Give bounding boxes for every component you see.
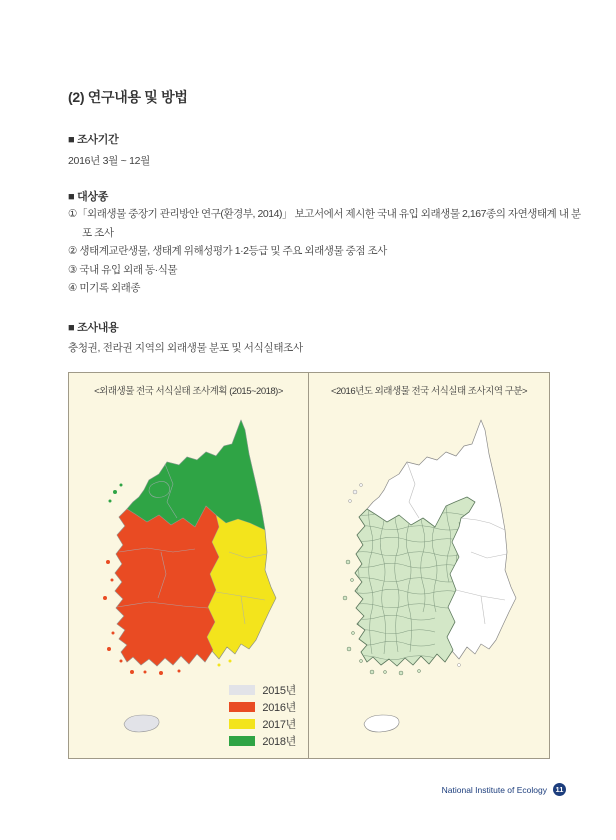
legend-row xyxy=(229,715,296,732)
list-item: ①「외래생물 중장기 관리방안 연구(환경부, 2014)」 보고서에서 제시한 국내 유입 외래생물 2,167종의 자연생태계 내 분포 조사 xyxy=(68,208,581,239)
map-region-west-2016 xyxy=(115,506,219,666)
section-heading-survey-period: ■ 조사기간 xyxy=(68,134,119,146)
jeju-island-2015 xyxy=(124,715,159,732)
page-number-badge: 11 xyxy=(553,783,566,796)
list-item: ② 생태계교란생물, 생태계 위해성평가 1·2등급 및 주요 외래생물 중점 조사 xyxy=(68,245,387,257)
page-footer xyxy=(442,783,566,796)
footer-org-name: National Institute of Ecology xyxy=(441,784,547,795)
legend-row xyxy=(229,732,296,749)
legend-row xyxy=(229,698,296,715)
survey-content-text: 충청권, 전라권 지역의 외래생물 분포 및 서식실태조사 xyxy=(68,342,303,354)
list-item: ④ 미기록 외래종 xyxy=(68,282,141,294)
legend-label: 2017년 xyxy=(262,718,296,731)
legend-label: 2018년 xyxy=(262,735,296,748)
survey-period-text: 2016년 3월 ~ 12월 xyxy=(68,155,150,167)
legend-label: 2016년 xyxy=(262,701,296,714)
section-heading-survey-content: ■ 조사내용 xyxy=(68,322,119,334)
left-map-caption: <외래생물 전국 서식실태 조사계획 (2015~2018)> xyxy=(94,386,283,397)
legend-swatch-2017 xyxy=(229,719,255,729)
legend-row xyxy=(229,681,296,698)
legend-label: 2015년 xyxy=(262,684,296,697)
figure-box xyxy=(68,372,550,759)
list-item: ③ 국내 유입 외래 동·식물 xyxy=(68,263,178,276)
legend-swatch-2016 xyxy=(229,702,255,712)
map-legend xyxy=(229,681,296,749)
section-heading-target-species: ■ 대상종 xyxy=(68,191,109,203)
target-species-list xyxy=(68,205,582,298)
right-map-caption: <2016년도 외래생물 전국 서식실태 조사지역 구분> xyxy=(330,386,528,397)
panel-survey-plan xyxy=(69,373,309,758)
korea-map-2016-districts xyxy=(309,401,549,753)
map-region-north-2018 xyxy=(127,420,265,530)
jeju-island xyxy=(364,715,399,732)
legend-swatch-2015 xyxy=(229,685,255,695)
page-title: (2) 연구내용 및 방법 xyxy=(68,89,188,105)
legend-swatch-2018 xyxy=(229,736,255,746)
panel-2016-districts xyxy=(309,373,549,758)
